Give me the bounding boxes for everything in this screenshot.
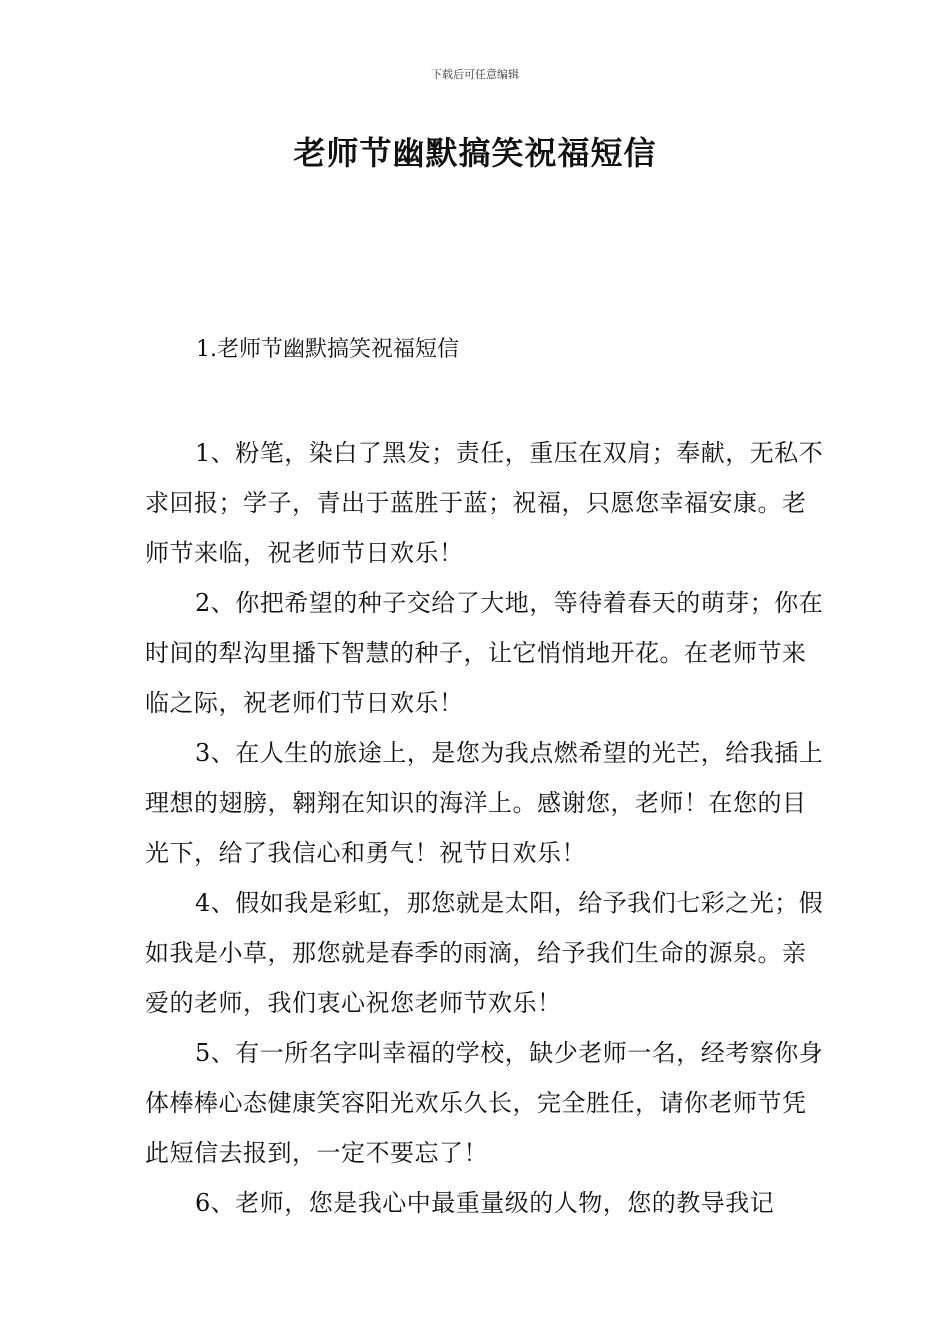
paragraph-6: 6、老师，您是我心中最重量级的人物，您的教导我记 [195, 1189, 775, 1217]
document-body [145, 428, 825, 1228]
paragraph-3: 3、在人生的旅途上，是您为我点燃希望的光芒，给我插上理想的翅膀，翱翔在知识的海洋上。感谢您，老师！在您的目光下，给了我信心和勇气！祝节日欢乐！ [145, 739, 824, 867]
paragraph-2: 2、你把希望的种子交给了大地，等待着春天的萌芽；你在时间的犁沟里播下智慧的种子，让它悄悄地开花。在老师节来临之际，祝老师们节日欢乐！ [145, 589, 824, 717]
paragraph-1: 1、粉笔，染白了黑发；责任，重压在双肩；奉献，无私不求回报；学子，青出于蓝胜于蓝；祝福，只愿您幸福安康。老师节来临，祝老师节日欢乐！ [145, 439, 824, 567]
paragraph-4: 4、假如我是彩虹，那您就是太阳，给予我们七彩之光；假如我是小草，那您就是春季的雨滴，给予我们生命的源泉。亲爱的老师，我们衷心祝您老师节欢乐！ [145, 889, 824, 1017]
paragraph-5: 5、有一所名字叫幸福的学校，缺少老师一名，经考察你身体棒棒心态健康笑容阳光欢乐久长，完全胜任，请你老师节凭此短信去报到，一定不要忘了！ [145, 1039, 824, 1167]
header-note: 下载后可任意编辑 [431, 68, 519, 81]
section-heading: 1.老师节幽默搞笑祝福短信 [196, 337, 459, 362]
document-title: 老师节幽默搞笑祝福短信 [293, 134, 657, 172]
